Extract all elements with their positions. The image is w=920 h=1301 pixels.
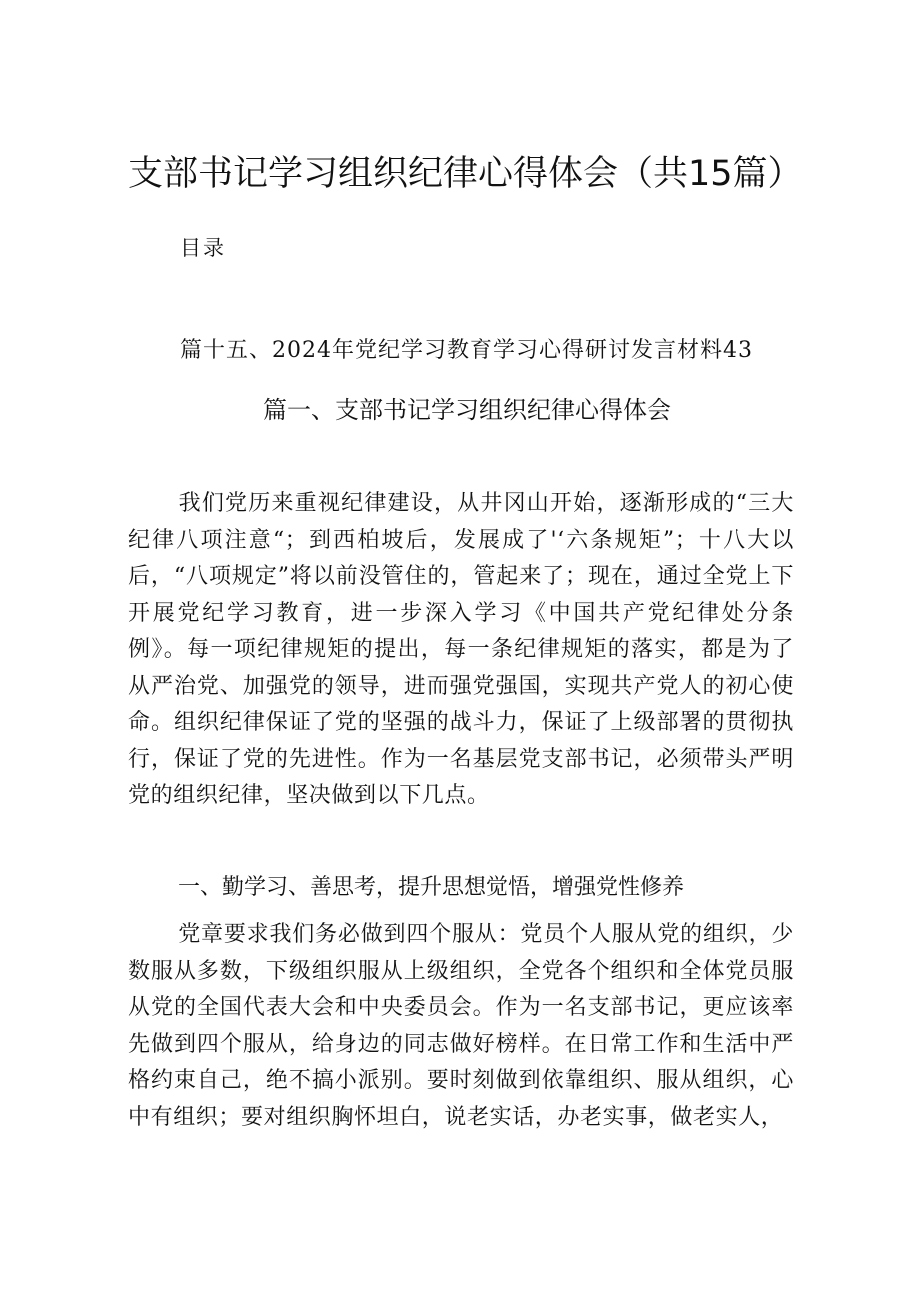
toc-item: 篇十五、2024年党纪学习教育学习心得研讨发言材料43 bbox=[180, 338, 753, 363]
body-paragraph bbox=[128, 486, 794, 815]
paragraph-text: 我们党历来重视纪律建设，从井冈山开始，逐渐形成的“三大纪律八项注意“；到西柏坡后，发展成了'‘六条规矩”；十八大以后，“八项规定”将以前没管住的，管起来了；现在，通过全党上下开展党纪学习教育，进一步深入学习《中国共产党纪律处分条例》。每一项纪律规矩的提出，每一条纪律规矩的落实，都是为了从严治党、加强党的领导，进而强党强国，实现共产党人的初心使命。组织纪律保证了党的坚强的战斗力，保证了上级部署的贯彻执行，保证了党的先进性。作为一名基层党支部书记，必须带头严明党的组织纪律，坚决做到以下几点。 bbox=[128, 491, 794, 808]
body-paragraph bbox=[128, 917, 794, 1136]
document-title: 支部书记学习组织纪律心得体会（共15篇） bbox=[128, 154, 803, 194]
paragraph-text: 党章要求我们务必做到四个服从：党员个人服从党的组织，少数服从多数，下级组织服从上级组织，全党各个组织和全体党员服从党的全国代表大会和中央委员会。作为一名支部书记，更应该率先做到四个服从，给身边的同志做好榜样。在日常工作和生活中严格约束自己，绝不搞小派别。要时刻做到依靠组织、服从组织，心中有组织；要对组织胸怀坦白，说老实话，办老实事，做老实人， bbox=[128, 922, 794, 1130]
subheading: 一、勤学习、善思考，提升思想觉悟，增强党性修养 bbox=[178, 875, 685, 900]
toc-label: 目录 bbox=[180, 236, 226, 260]
section-title: 篇一、支部书记学习组织纪律心得体会 bbox=[263, 396, 671, 424]
